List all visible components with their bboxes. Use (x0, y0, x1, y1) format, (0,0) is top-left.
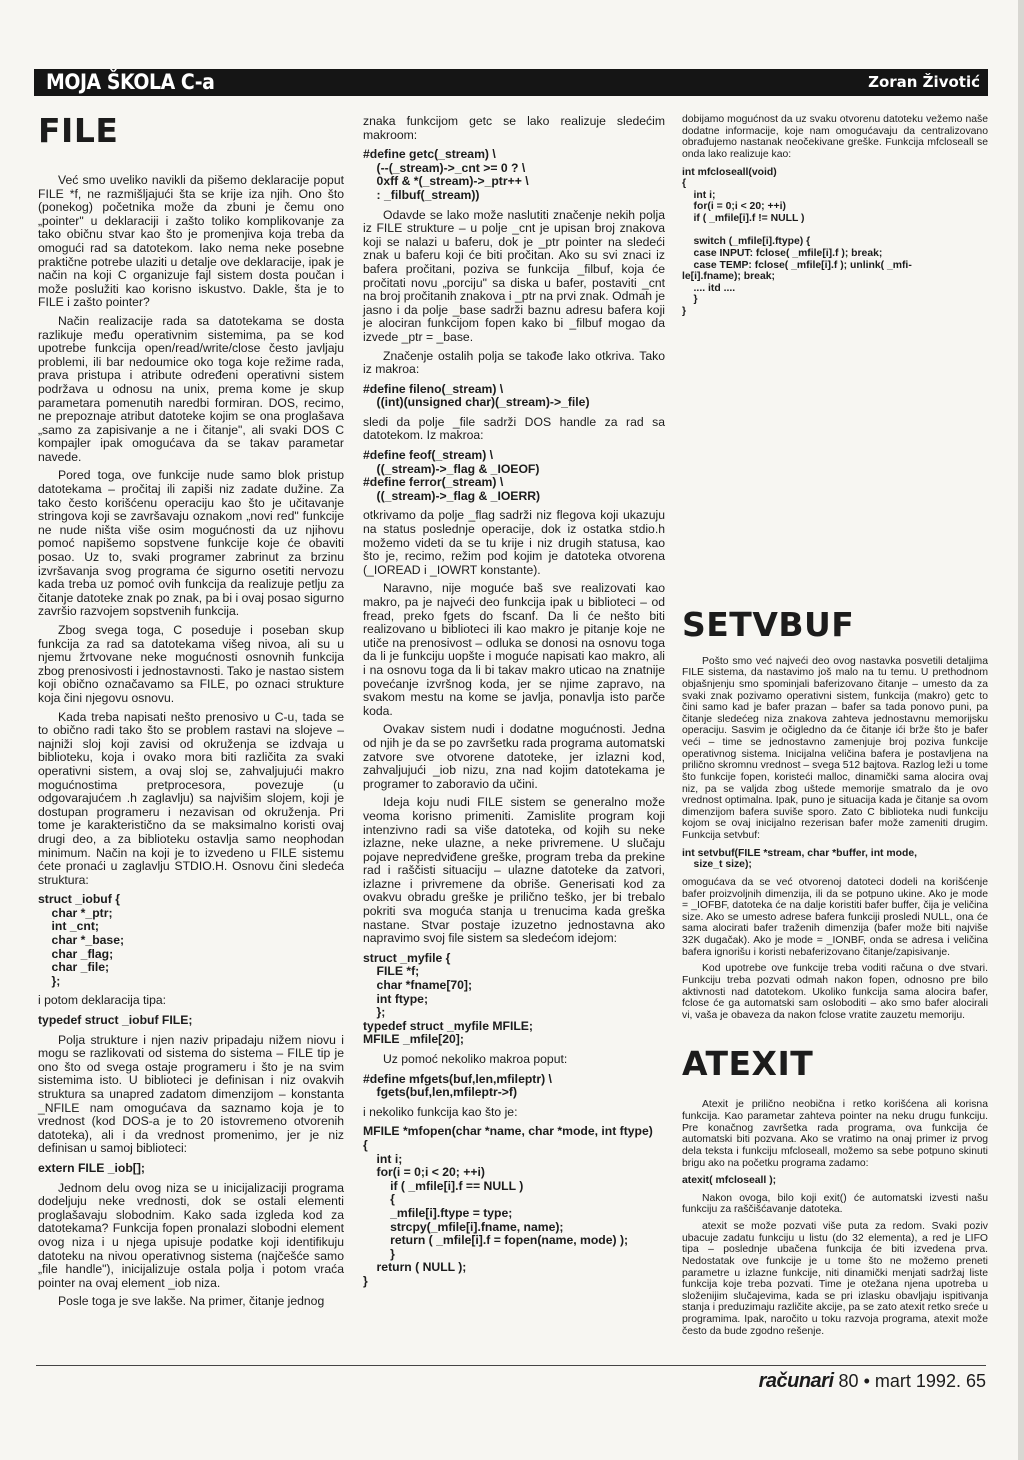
paragraph: znaka funkcijom getc se lako realizuje sledećim makroom: (363, 114, 665, 142)
paragraph: Odavde se lako može naslutiti značenje nekih polja iz FILE strukture – u polje _cnt je upisan broj znakova koji se nalazi u baferu, dok je _ptr pointer na sledeći znak u baferu koji će biti pročitan. Ako su svi znaci iz bafera pročitani, poziva se funkcija _filbuf, koja će pročitati novu „porciju" sa diska u bafer, postaviti _cnt na broj pročitanih znakova i _ptr na prvi znak. Odmah je jasno i da polje _base sadrži baznu adresu bafera koji je alociran funkcijom fopen kako bi _filbuf mogao da izvede _ptr = _base. (363, 207, 665, 344)
paragraph: Pošto smo već najveći deo ovog nastavka posvetili detaljima FILE sistema, da nastavimo još malo na tu temu. U prethodnom objašnjenju smo spominjali baferizovano čitanje – umesto da za svaki znak pozivamo operativni sistem, funkcija (makro) getc to čini samo kad je bafer prazan – bafer sa tada ponovo puni, pa čitanje sledećeg niza znakova zahteva jednostavnu memorijsku operaciju. Sasvim je očigledno da će čitanje ići brže što je bafer veći – time se jednostavno zamenjuje broj poziva funkcije operativnog sistema. Inicijalna veličina bafera je postavljena na prilično skromnu vrednost – svega 512 bajtova. Razlog leži u tome što funkcije fopen, koristeći malloc, dinamički sama alocira ovaj niz, pa se valjda zbog uštede memorije smatralo da je ovo vrednost optimalna. Ipak, puno je situacija kada je čitanje sa ovom dimenzijom bafera suviše sporo. Zato C biblioteka nudi funkciju kojom se ovaj inicijalno rezerisan bafer može zameniti drugim. Funkcija setvbuf: (682, 655, 988, 841)
text-column-1 (38, 112, 344, 1314)
paragraph: Ovakav sistem nudi i dodatne mogućnosti. Jedna od njih je da se po završetku rada programa automatski zatvore sve otvorene datoteke, jer izlazni kod, zahvaljujući _iob nizu, zna nad kojim datotekama je programer to zaboravio da učini. (363, 722, 665, 791)
issue-number: 80 (838, 1371, 859, 1391)
paragraph: Polja strukture i njen naziv pripadaju nižem niovu i mogu se razlikovati od sistema do sistema – FILE tip je ono što od svega ostaje programeru i što je na svim sistemima isto. U biblioteci je definisan i niz ovakvih struktura sa unapred zadatom dimenzijom – konstanta _NFILE nam omogućava da saznamo koja je to vrednost (kod DOS-a je to 20 istovremeno otvorenih datoteka), ali i da vrednost promenimo, jer je niz definisan u samoj biblioteci: (38, 1032, 344, 1156)
paragraph: otkrivamo da polje _flag sadrži niz flegova koji ukazuju na status poslednje operacije, dok iz ostatka stdio.h možemo videti da se tu krije i niz drugih statusa, kao što je, recimo, režim pod kojim je datoteka otvorena (_IOREAD i _IOWRT konstante). (363, 508, 665, 577)
code-block: int mfcloseall(void) { int i; for(i = 0;i < 20; ++i) if ( _mfile[i].f != NULL ) switch (_mfile[i].ftype) { case INPUT: fclose( _mfile[i].f ); break; case TEMP: fclose( _mfile[i].f ); unlink( _mfi- le[i].fname); break; .... itd .... } } (682, 166, 912, 317)
section-heading-atexit: ATEXIT (682, 1044, 814, 1084)
page-footer (759, 1370, 986, 1393)
paragraph: Jednom delu ovog niza se u inicijalizaciji programa dodeljuju neke vrednosti, dok se ostali elementi proglašavaju slobodnim. Kako sada izgleda kod za datotekama? Funkcija fopen pronalazi slobodni element ovog niza i u njega upisuje podatke koji identifikuju datoteku na nivou operativnog sistema (najčešće samo „file handle"), inicijalizuje ostala polja i potom vraća pointer na ovaj element _iob niza. (38, 1180, 344, 1290)
paragraph: dobijamo mogućnost da uz svaku otvorenu datoteku vežemo naše dodatne informacije, koje nam omogućavaju da centralizovano obrađujemo nastanak neočekivane greške. Funkcija mfcloseall se onda lako realizuje kao: (682, 114, 988, 160)
magazine-logo: računari (758, 1370, 834, 1392)
footer-divider (36, 1365, 986, 1366)
paragraph: Naravno, nije moguće baš sve realizovati kao makro, pa je najveći deo funkcija ipak u biblioteci – od fread, preko fgets do fscanf. Da li će nešto biti realizovano u biblioteci ili kao makro je pitanje koje ne utiče na prenosivost – odluka se donosi na osnovu toga da li je funkciju uopšte i moguće napisati kao makro, ali i na osnovu toga da li bi takav makro uticao na znatnije povećanje izvršnog koda, jer se njime zapravo, na svakom mestu na kome se javlja, ponavlja isto parče koda. (363, 581, 665, 718)
paragraph: i potom deklaracija tipa: (38, 993, 167, 1008)
paragraph: sledi da polje _file sadrži DOS handle za rad sa datotekom. Iz makroa: (363, 414, 665, 443)
paragraph: Značenje ostalih polja se takođe lako otkriva. Tako iz makroa: (363, 348, 665, 377)
section-heading-setvbuf: SETVBUF (682, 604, 855, 644)
paragraph: atexit se može pozvati više puta za redom. Svaki poziv ubacuje zadatu funkciju u listu (do 32 elementa), a red je LIFO tipa – poslednje ubačena funkcija će biti izvedena prva. Nedostatak ove funkcije je u tome što ne možemo preneti parametre u izlazne funkcije, niti dinamički menjati sadržaj liste funkcija koje treba pozvati. Time je otežana njena upotreba u složenijim slučajevima, kada se pri izlasku obavljaju ispitivanja stanja i preduzimaju različite akcije, pa se zato atexit retko sreće u programima. Ipak, naročito u toku razvoja programa, atexit može često da bude zgodno rešenje. (682, 1221, 988, 1337)
code-block: struct _iobuf { char *_ptr; int _cnt; char *_base; char _flag; char _file; }; (38, 892, 125, 988)
code-block: #define feof(_stream) \ ((_stream)->_flag & _IOEOF) #define ferror(_stream) \ ((_stream)->_flag & _IOERR) (363, 448, 541, 503)
paragraph: Kod upotrebe ove funkcije treba voditi računa o dve stvari. Funkciju treba pozvati odmah nakon fopen, odnosno pre bilo aktivnosti nad datotekom. Ukoliko funkcija sama alocira bafer, fclose će ga automatski sam osloboditi – ako smo bafer alocirali vi, vaša je obaveza da nakon fclose vratite zauzetu memoriju. (682, 963, 988, 1021)
paragraph: Zbog svega toga, C poseduje i poseban skup funkcija za rad sa datotekama višeg nivoa, ali su u njemu žrtvovane neke mogućnosti osnovnih funkcija zbog prenosivosti i jednostavnosti. Tako je nastao sistem koji obično označavamo sa FILE, po oznaci strukture koja čini njegovu osnovu. (38, 623, 344, 705)
code-block: extern FILE _iob[]; (38, 1160, 145, 1175)
issue-date: mart 1992. (874, 1371, 961, 1391)
paragraph: Već smo uveliko navikli da pišemo deklaracije poput FILE *f, ne razmišljajući šta se krije iza njih. Ono što (ponekog) početnika može da zbuni je čemu ono „pointer" u deklaraciji i zašto toliko komplikovanje za tako običnu stvar kao što je promenjiva koja treba da omogući rad sa datotekom. Iako nema neke posebne praktične potrebe ulaziti u detalje ove deklaracije, ipak je način na koji C organizuje fajl sistem dosta poučan i može poslužiti kao korisno iskustvo. Dakle, šta je to FILE i zašto pointer? (38, 173, 344, 310)
column-series-title: MOJA ŠKOLA C-a (46, 70, 215, 94)
paragraph: Ideja koju nudi FILE sistem se generalno može veoma korisno primeniti. Zamislite program koji intenzivno radi sa više datoteka, od kojih su neke izlazne, neke ulazne, a neke privremene. U slučaju pojave nepredviđene greške, program treba da prekine rad i raščisti situaciju – ulazne datoteke da zatvori, izlazne i privremene da obriše. Generisati kod za ovakvu obradu greške je prilično teško, jer bi trebalo pokriti sva moguća stanja u trenucima kada greška nastane. Stvar postaje izuzetno jednostavna ako napravimo svoj file sistem sa sledećom idejom: (363, 795, 665, 946)
author-name: Zoran Životić (868, 73, 980, 91)
code-block: MFILE *mfopen(char *name, char *mode, int ftype) { int i; for(i = 0;i < 20; ++i) if ( _mfile[i].f == NULL ) { _mfile[i].ftype = type; strcpy(_mfile[i].fname, name); return ( _mfile[i].f = fopen(name, mode) ); } return ( NULL ); } (363, 1124, 653, 1288)
code-block: #define fileno(_stream) \ ((int)(unsigned char)(_stream)->_file) (363, 381, 590, 410)
code-block: #define getc(_stream) \ (--(_stream)->_cnt >= 0 ? \ 0xff & *(_stream)->_ptr++ \ : _filbuf(_stream)) (363, 147, 529, 202)
paragraph: Posle toga je sve lakše. Na primer, čitanje jednog (58, 1294, 325, 1309)
paragraph: Atexit je prilično neobična i retko korišćena ali korisna funkcija. Kao parametar zahteva pointer na neku drugu funkciju. Pre konačnog završetka rada programa, ova funkcija će automatski biti pozvana. Ako se vratimo na onaj primer iz prvog dela teksta i funkciju mfcloseall, možemo sa sebe potpuno skinuti brigu ako na početku programa zadamo: (682, 1099, 988, 1169)
paragraph: i nekoliko funkcija kao što je: (363, 1104, 518, 1119)
code-block: typedef struct _iobuf FILE; (38, 1013, 193, 1028)
page-edge-shadow (1018, 0, 1024, 1460)
paragraph: omogućava da se već otvorenoj datoteci dodeli na korišćenje bafer proizvoljnih dimenzija, ili da se potpuno ukine. Ako je mode = _IOFBF, datoteka će na dalje koristiti bafer buffer, čija je veličina size. Ako se umesto adrese bafera funkciji prosledi NULL, ona će sama alocirati bafer traženih dimenzija (bafer može biti najviše 32K dugačak). Ako je mode = _IONBF, onda se adresa i veličina bafera ignorišu i koristi nebaferizovano čitanje/zapisivanje. (682, 876, 988, 958)
section-header-bar (34, 69, 988, 96)
paragraph: Način realizacije rada sa datotekama se dosta razlikuje među operativnim sistemima, pa se kod upotrebe funkcija open/read/write/close često javljaju problemi, ili bar nedoumice oko toga koje režime rada, prava pristupa i atribute određeni operativni sistem podržava u odnosu na unix, prema kome je skup parametara pomenutih naredbi formiran. DOS, recimo, ne prepoznaje atribut datoteke kojim se ona proglašava „samo za zapisivanje a ne i čitanje", ali svaki DOS C kompajler ipak omogućava da se takav parametar navede. (38, 313, 344, 464)
text-column-3 (682, 114, 988, 1342)
paragraph: Pored toga, ove funkcije nude samo blok pristup datotekama – pročitaj ili zapiši niz zadate dužine. Za tako često korišćenu operaciju kao što je učitavanje stringova koji se završavaju oznakom „novi red" funkcije ne nude ništa više osim mogućnosti da uz njihovu pomoć napišemo sopstvene funkcije koje će obaviti posao. Uz to, svaki programer zabrinut za brzinu izvršavanja svog programa će sigurno osetiti nervozu kada treba uz pomoć ovih funkcija da realizuje petlju za čitanje datoteke znak po znak, pa bi i ovaj posao sigurno završio razvojem sopstvenih funkcija. (38, 468, 344, 619)
page-number: 65 (965, 1371, 986, 1391)
code-block: int setvbuf(FILE *stream, char *buffer, int mode, size_t size); (682, 847, 917, 871)
paragraph: Nakon ovoga, bilo koji exit() će automatski izvesti našu funkciju za raščišćavanje datoteka. (682, 1192, 988, 1216)
code-block: #define mfgets(buf,len,mfileptr) \ fgets(buf,len,mfileptr->f) (363, 1071, 552, 1100)
footer-bullet: • (863, 1371, 870, 1391)
article-title: FILE (38, 111, 119, 150)
text-column-2 (363, 115, 665, 1295)
code-block: struct _myfile { FILE *f; char *fname[70]; int ftype; }; typedef struct _myfile MFILE; MFILE _mfile[20]; (363, 950, 533, 1047)
paragraph: Uz pomoć nekoliko makroa poput: (383, 1052, 568, 1066)
code-block: atexit( mfcloseall ); (682, 1175, 777, 1187)
paragraph: Kada treba napisati nešto prenosivo u C-u, tada se to obično radi tako što se problem rastavi na slojeve – najniži sloj koji zavisi od okruženja se izdvaja u biblioteku, koja i ovako mora biti različita za svaki operativni sistem, a ovaj sloj se, zahvaljujući makro mogućnostima pretprocesora, povezuje (u odgovarajućem .h zaglavlju) sa najvišim slojem, koji je dostupan programeru i nezavisan od okruženja. Pri tome je karakteristično da se maksimalno koristi ovaj drugi deo, a za biblioteku ostavlja samo neophodan minimum. Način na koji je to izvedeno u FILE sistemu ćete pronaći u zaglavlju STDIO.H. Osnovu čini sledeća struktura: (38, 709, 344, 887)
